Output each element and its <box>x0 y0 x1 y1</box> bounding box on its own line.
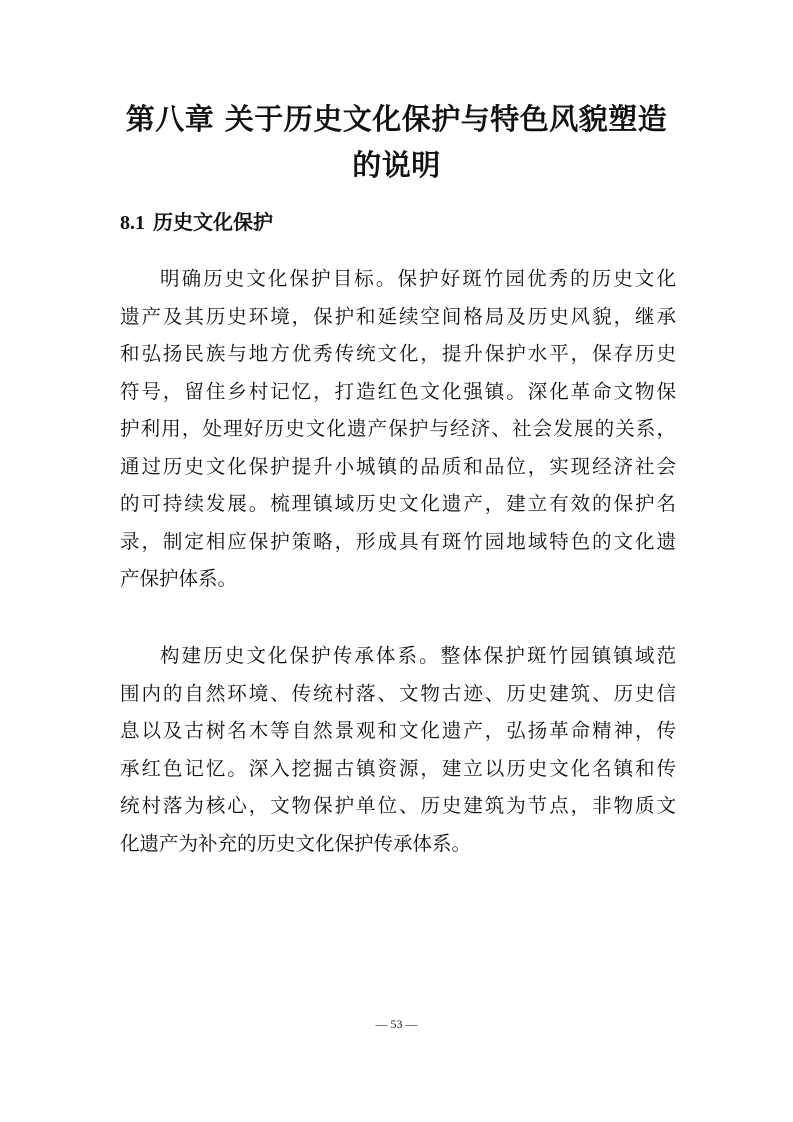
paragraph-line: 明确历史文化保护目标。保护好斑竹园优秀的历史文化 <box>160 267 676 290</box>
paragraph-line: 息以及古树名木等自然景观和文化遗产，弘扬革命精神，传 <box>120 719 676 742</box>
paragraph-line: 统村落为核心，文物保护单位、历史建筑为节点，非物质文 <box>120 794 676 817</box>
chapter-title <box>100 96 693 188</box>
section-heading <box>120 205 273 240</box>
paragraph-line: 的可持续发展。梳理镇域历史文化遗产，建立有效的保护名 <box>120 492 676 515</box>
paragraph-line: 护利用，处理好历史文化遗产保护与经济、社会发展的关系， <box>120 417 676 440</box>
paragraph-line: 录，制定相应保护策略，形成具有斑竹园地域特色的文化遗 <box>120 529 676 553</box>
paragraph-line: 遗产及其历史环境，保护和延续空间格局及历史风貌，继承 <box>120 304 676 328</box>
paragraph-line: 化遗产为补充的历史文化保护传承体系。 <box>120 831 472 855</box>
chapter-title-line-2: 的说明 <box>352 148 441 182</box>
paragraph-line: 承红色记忆。深入挖掘古镇资源，建立以历史文化名镇和传 <box>120 756 676 780</box>
body-paragraph-2 <box>120 637 676 862</box>
paragraph-line: 围内的自然环境、传统村落、文物古迹、历史建筑、历史信 <box>120 681 676 705</box>
body-paragraph-1 <box>120 260 676 598</box>
paragraph-line: 构建历史文化保护传承体系。整体保护斑竹园镇镇域范 <box>160 644 676 667</box>
paragraph-line: 符号，留住乡村记忆，打造红色文化强镇。深化革命文物保 <box>120 379 676 403</box>
section-number: 8.1 <box>120 212 145 234</box>
paragraph-line: 产保护体系。 <box>120 567 238 590</box>
paragraph-line: 和弘扬民族与地方优秀传统文化，提升保护水平，保存历史 <box>120 342 676 365</box>
page-number: — 53 — <box>375 1017 418 1031</box>
chapter-title-line-1: 第八章 关于历史文化保护与特色风貌塑造 <box>125 102 668 136</box>
paragraph-line: 通过历史文化保护提升小城镇的品质和品位，实现经济社会 <box>120 454 676 478</box>
section-title: 历史文化保护 <box>153 210 273 234</box>
